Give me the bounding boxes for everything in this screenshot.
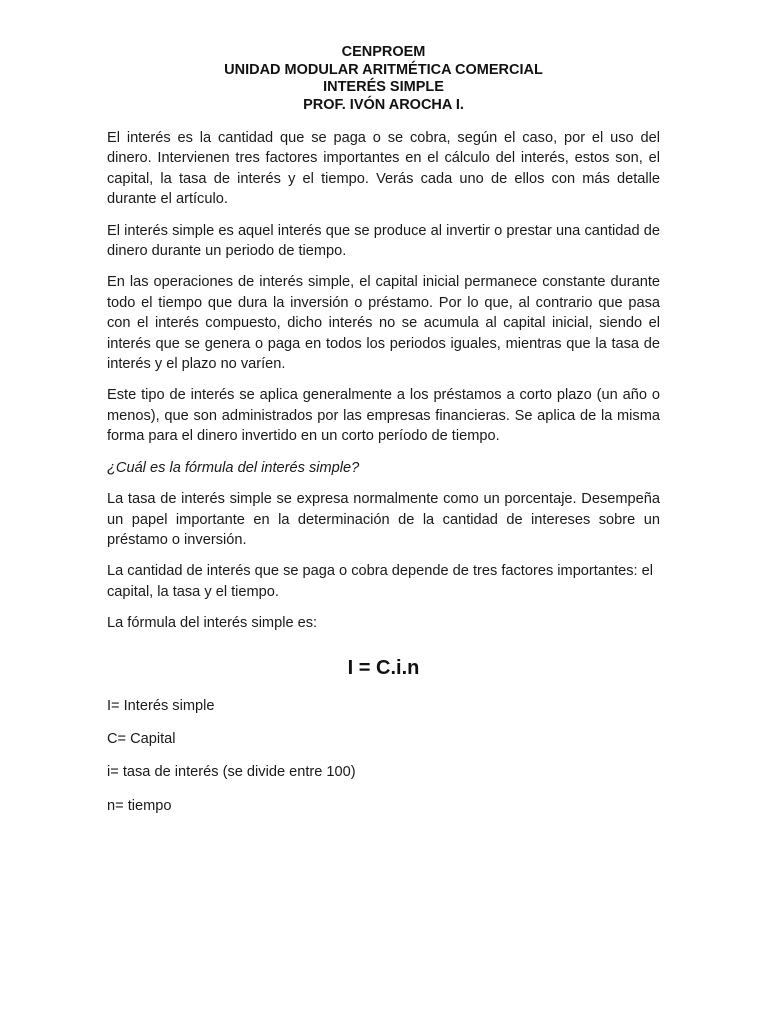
paragraph-factors: La cantidad de interés que se paga o cobra depende de tres factores importantes: el capital, la tasa y el tiempo. <box>107 563 654 600</box>
formula-simple-interest: I = C.i.n <box>347 656 420 679</box>
paragraph-application: Este tipo de interés se aplica generalmente a los préstamos a corto plazo (un año o menos), que son administrados por las empresas financieras. Se aplica de la misma forma para el dinero invertido en un corto período de tiempo. <box>107 387 660 445</box>
paragraph-rate: La tasa de interés simple se expresa normalmente como un porcentaje. Desempeña un papel importante en la determinación de la cantidad de intereses sobre un préstamo o inversión. <box>107 491 660 548</box>
definition-rate: i= tasa de interés (se divide entre 100) <box>107 764 356 781</box>
question-formula: ¿Cuál es la fórmula del interés simple? <box>107 459 360 476</box>
header-author: PROF. IVÓN AROCHA I. <box>303 96 464 113</box>
paragraph-definition: El interés es la cantidad que se paga o se cobra, según el caso, por el uso del dinero. Intervienen tres factores importantes en el cálculo del interés, estos son, el capital, la tasa de interés y el tiempo. Verás cada uno de ellos con más detalle durante el artículo. <box>107 130 660 208</box>
header-topic: INTERÉS SIMPLE <box>323 79 444 95</box>
definition-capital: C= Capital <box>107 730 176 747</box>
document-page <box>107 44 660 829</box>
header-module: UNIDAD MODULAR ARITMÉTICA COMERCIAL <box>224 61 543 78</box>
definition-interest: I= Interés simple <box>107 697 215 714</box>
formula-definitions <box>107 696 660 817</box>
paragraph-simple-interest: El interés simple es aquel interés que se produce al invertir o prestar una cantidad de dinero durante un periodo de tiempo. <box>107 222 660 260</box>
paragraph-operations: En las operaciones de interés simple, el capital inicial permanece constante durante todo el tiempo que dura la inversión o préstamo. Por lo que, al contrario que pasa con el interés compuesto, dicho interés no se acumula al capital inicial, siendo el interés que se genera o paga en todos los periodos iguales, mientras que la tasa de interés y el plazo no varíen. <box>107 274 660 373</box>
definition-time: n= tiempo <box>107 797 172 814</box>
paragraph-formula-intro: La fórmula del interés simple es: <box>107 615 318 632</box>
document-header <box>107 44 660 114</box>
header-institution: CENPROEM <box>341 44 426 60</box>
